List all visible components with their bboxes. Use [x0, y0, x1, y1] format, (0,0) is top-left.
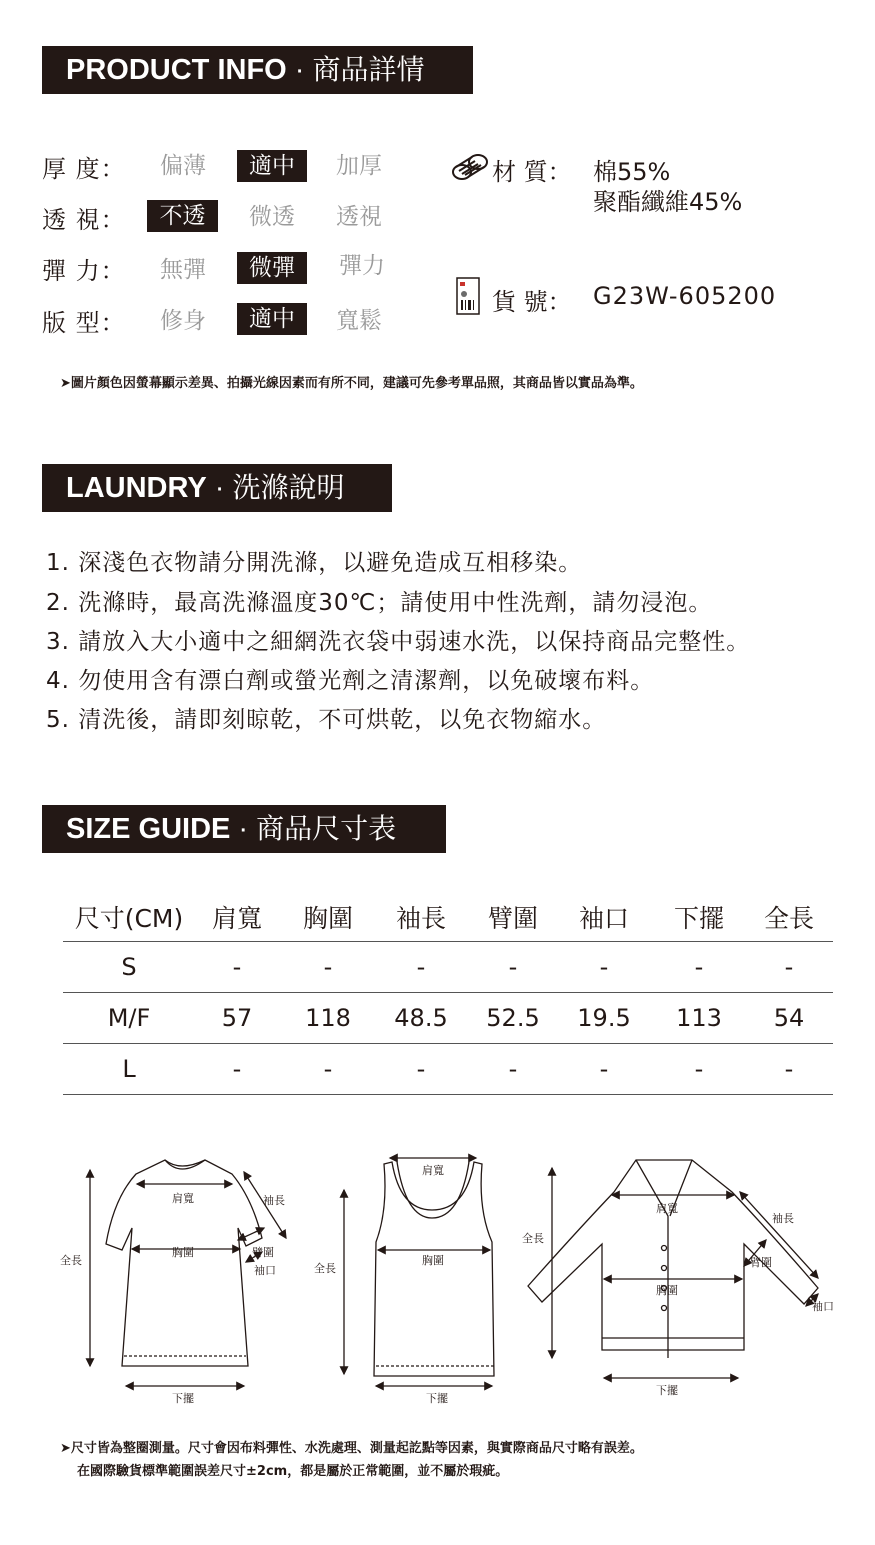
table-cell: 118 [305, 1004, 351, 1032]
diagram-label-chest: 胸圍 [172, 1246, 194, 1259]
laundry-item: 1. 深淺色衣物請分開洗滌，以避免造成互相移染。 [46, 550, 583, 576]
option-regular-selected: 適中 [237, 303, 307, 335]
attr-row-sheerness [42, 199, 150, 235]
option-loose: 寬鬆 [336, 308, 382, 334]
table-cell: - [232, 1055, 242, 1083]
table-cell: - [784, 1055, 794, 1083]
diagram-label-arm: 臂圍 [252, 1246, 274, 1259]
attr-row-thickness [42, 148, 150, 184]
attr-label: 版 型： [42, 308, 126, 337]
product-info-banner [42, 46, 473, 94]
product-info-note: ➤圖片顏色因螢幕顯示差異、拍攝光線因素而有所不同，建議可先參考單品照，其商品皆以實品為準。 [60, 376, 643, 391]
table-cell: 52.5 [486, 1004, 540, 1032]
size-guide-title-en: SIZE GUIDE [66, 813, 239, 845]
tank-top-outline [374, 1162, 494, 1376]
diagram-label-arm: 臂圍 [750, 1256, 772, 1269]
size-guide-title-zh: 商品尺寸表 [256, 812, 397, 845]
table-cell: - [694, 953, 704, 981]
sku-label: 貨 號： [492, 288, 572, 316]
laundry-title-zh: 洗滌說明 [232, 471, 345, 504]
material-line-1: 棉55% [593, 158, 671, 186]
garment-measurement-diagrams [0, 1140, 875, 1420]
table-row [63, 942, 833, 993]
diagram-label-shoulder: 肩寬 [656, 1202, 678, 1215]
table-cell: - [416, 953, 426, 981]
option-slight-stretch-selected: 微彈 [237, 252, 307, 284]
size-guide-banner [42, 805, 446, 853]
laundry-item: 3. 請放入大小適中之細網洗衣袋中弱速水洗，以保持商品完整性。 [46, 629, 751, 655]
header-length: 全長 [763, 903, 814, 933]
material-label: 材 質： [492, 158, 572, 186]
diagram-label-cuff: 袖口 [254, 1264, 276, 1277]
size-note-line-2: 在國際驗貨標準範圍誤差尺寸±2cm，都是屬於正常範圍，並不屬於瑕疵。 [77, 1464, 509, 1479]
size-table [63, 892, 833, 1095]
table-cell: - [416, 1055, 426, 1083]
header-shoulder: 肩寬 [211, 903, 262, 933]
table-cell: 113 [676, 1004, 722, 1032]
option-opaque-selected: 不透 [147, 200, 218, 232]
table-cell: S [121, 953, 137, 981]
product-info-title-zh: 商品詳情 [312, 53, 425, 86]
option-slightly-sheer: 微透 [249, 204, 295, 230]
option-medium-selected: 適中 [237, 150, 307, 182]
laundry-title-en: LAUNDRY [66, 472, 207, 504]
laundry-banner [42, 464, 392, 512]
diagram-label-length: 全長 [314, 1262, 336, 1275]
diagram-label-chest: 胸圍 [656, 1284, 678, 1297]
attr-label: 彈 力： [42, 256, 126, 285]
table-cell: M/F [107, 1004, 151, 1032]
header-cuff: 袖口 [578, 903, 629, 933]
table-cell: L [122, 1055, 136, 1083]
diagram-label-cuff: 袖口 [812, 1300, 834, 1313]
header-size: 尺寸(CM) [74, 903, 184, 933]
laundry-item: 5. 清洗後，請即刻晾乾，不可烘乾，以免衣物縮水。 [46, 707, 607, 733]
material-line-2: 聚酯纖維45% [593, 188, 743, 216]
thread-spool-icon [450, 150, 490, 184]
diagram-label-hem: 下擺 [172, 1392, 194, 1405]
banner-separator: · [286, 54, 313, 86]
table-row [63, 993, 833, 1044]
diagram-label-hem: 下擺 [656, 1384, 678, 1397]
table-cell: - [599, 1055, 609, 1083]
table-cell: 57 [221, 1004, 253, 1032]
diagram-label-length: 全長 [522, 1232, 544, 1245]
table-cell: - [599, 953, 609, 981]
table-cell: - [784, 953, 794, 981]
attr-label: 厚 度： [42, 154, 126, 183]
table-cell: 19.5 [577, 1004, 631, 1032]
attr-label: 透 視： [42, 205, 126, 234]
tshirt-outline [106, 1160, 262, 1366]
laundry-item: 4. 勿使用含有漂白劑或螢光劑之清潔劑，以免破壞布料。 [46, 668, 655, 694]
diagram-label-shoulder: 肩寬 [422, 1164, 444, 1177]
table-cell: 48.5 [394, 1004, 448, 1032]
option-stretch: 彈力 [339, 253, 385, 279]
option-thick: 加厚 [336, 153, 382, 179]
option-no-stretch: 無彈 [160, 257, 206, 283]
table-cell: - [694, 1055, 704, 1083]
option-sheer: 透視 [336, 204, 382, 230]
table-row [63, 1044, 833, 1095]
header-hem: 下擺 [673, 903, 724, 933]
header-arm: 臂圍 [487, 903, 538, 933]
table-cell: - [323, 953, 333, 981]
attr-row-elasticity [42, 250, 150, 286]
diagram-label-hem: 下擺 [426, 1392, 448, 1405]
product-info-title-en: PRODUCT INFO [66, 54, 287, 86]
barcode-tag-icon [455, 276, 483, 318]
cardigan-outline [528, 1160, 818, 1358]
diagram-label-sleeve: 袖長 [263, 1194, 285, 1207]
laundry-item: 2. 洗滌時，最高洗滌溫度30℃；請使用中性洗劑，請勿浸泡。 [46, 590, 713, 616]
table-header-row [63, 892, 833, 942]
diagram-label-shoulder: 肩寬 [172, 1192, 194, 1205]
banner-separator: · [206, 472, 233, 504]
table-cell: - [323, 1055, 333, 1083]
option-slim: 修身 [160, 308, 206, 334]
diagram-label-chest: 胸圍 [422, 1254, 444, 1267]
attr-row-fit [42, 302, 150, 338]
diagram-label-sleeve: 袖長 [772, 1212, 794, 1225]
table-cell: 54 [773, 1004, 805, 1032]
table-cell: - [508, 1055, 518, 1083]
table-cell: - [508, 953, 518, 981]
banner-separator: · [238, 813, 257, 845]
header-chest: 胸圍 [302, 903, 353, 933]
sku-value: G23W-605200 [593, 282, 777, 310]
size-note-line-1: ➤尺寸皆為整圈測量。尺寸會因布料彈性、水洗處理、測量起訖點等因素，與實際商品尺寸略有誤差。 [60, 1441, 643, 1456]
header-sleeve: 袖長 [395, 903, 446, 933]
diagram-label-length: 全長 [60, 1254, 82, 1267]
table-cell: - [232, 953, 242, 981]
option-thin: 偏薄 [160, 153, 206, 179]
